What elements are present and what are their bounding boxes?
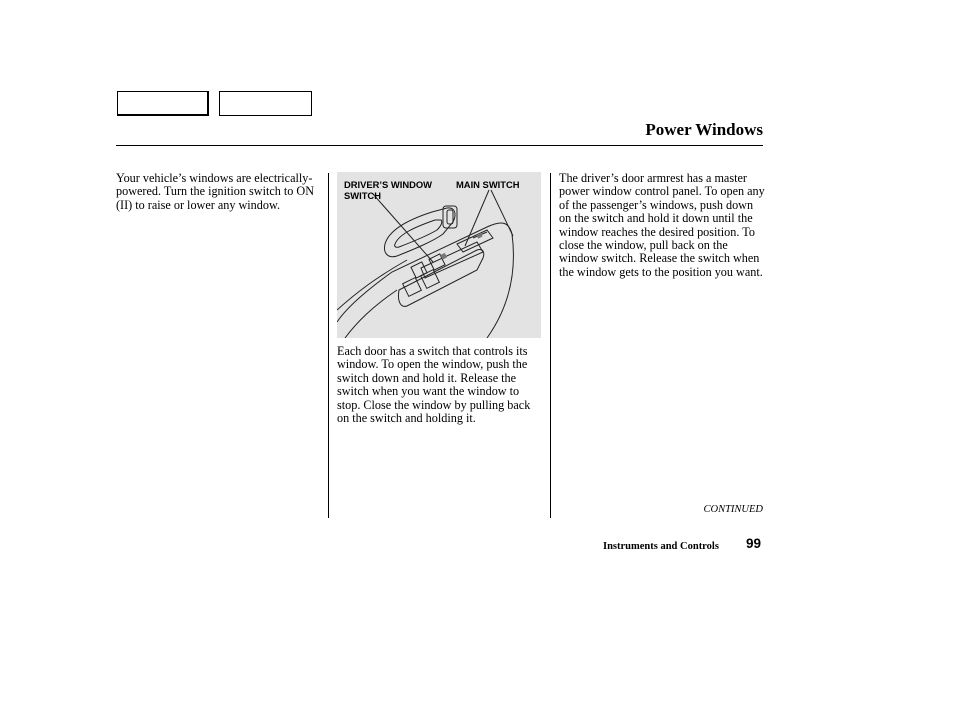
middle-column-text: Each door has a switch that controls its window. To open the window, push the switch down and hold it. Release the switch when you want the window to stop. Close the window by pulling back on the switch and holding it. [337, 344, 531, 426]
footer-section-name: Instruments and Controls [603, 541, 719, 552]
door-switch-illustration [337, 172, 541, 338]
right-column-text: The driver’s door armrest has a master power window control panel. To open any of the passenger’s windows, push down on the switch and hold it down until the window reaches the desired position. To close the window, pull back on the window switch. Release the switch when the window gets to the position you want. [559, 171, 765, 279]
nav-index-button[interactable] [219, 91, 312, 116]
continued-note: CONTINUED [703, 504, 763, 515]
nav-main-menu-button[interactable] [117, 91, 209, 116]
page-number: 99 [746, 536, 762, 551]
title-rule [116, 145, 763, 146]
left-column-text: Your vehicle’s windows are electrically-powered. Turn the ignition switch to ON (II) to raise or lower any window. [116, 171, 315, 212]
drivers-window-switch-label: DRIVER’S WINDOW SWITCH [344, 179, 433, 201]
main-switch-label: MAIN SWITCH [456, 179, 520, 190]
column-divider [550, 173, 551, 518]
page-title: Power Windows [645, 120, 763, 139]
column-divider [328, 173, 329, 518]
